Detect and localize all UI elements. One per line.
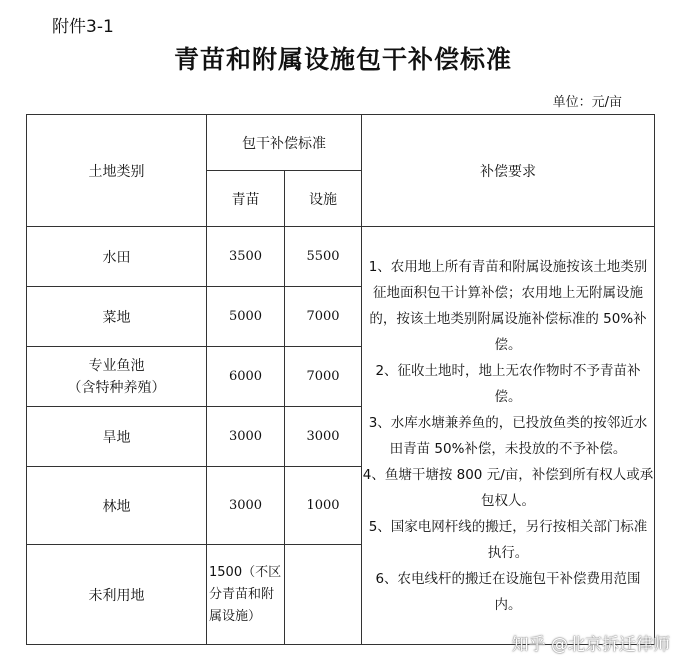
facility-cell: 3000 xyxy=(285,407,362,467)
header-land-type: 土地类别 xyxy=(27,115,207,227)
page-title: 青苗和附属设施包干补偿标准 xyxy=(173,45,512,74)
header-facility: 设施 xyxy=(285,171,362,227)
land-type-note: （含特种养殖） xyxy=(67,379,166,396)
land-type-cell: 旱地 xyxy=(27,407,207,467)
land-type-cell xyxy=(27,347,207,407)
land-type-cell: 林地 xyxy=(27,467,207,545)
requirement-item: 3、水库水塘兼养鱼的，已投放鱼类的按邻近水田青苗 50%补偿，未投放的不予补偿。 xyxy=(368,414,648,457)
watermark: 知乎 @北京拆迁律师 xyxy=(511,635,670,655)
facility-cell: 7000 xyxy=(285,347,362,407)
requirement-item: 6、农电线杆的搬迁在设施包干补偿费用范围内。 xyxy=(375,570,641,613)
land-type-cell: 菜地 xyxy=(27,287,207,347)
requirement-item: 2、征收土地时，地上无农作物时不予青苗补偿。 xyxy=(375,362,641,405)
land-type-cell: 未利用地 xyxy=(27,545,207,645)
requirement-item: 1、农用地上所有青苗和附属设施按该土地类别征地面积包干计算补偿；农用地上无附属设施的，按该土地类别附属设施补偿标准的 50%补偿。 xyxy=(368,258,648,353)
seedling-cell: 6000 xyxy=(207,347,285,407)
land-type-cell: 水田 xyxy=(27,227,207,287)
requirement-item: 5、国家电网杆线的搬迁，另行按相关部门标准执行。 xyxy=(368,518,648,561)
header-seedling: 青苗 xyxy=(207,171,285,227)
seedling-cell: 3000 xyxy=(207,407,285,467)
facility-cell: 1000 xyxy=(285,467,362,545)
land-type-name: 专业鱼池 xyxy=(88,357,145,374)
compensation-table xyxy=(26,114,655,645)
seedling-cell: 3500 xyxy=(207,227,285,287)
header-requirement: 补偿要求 xyxy=(362,115,655,227)
requirements-cell xyxy=(362,227,655,645)
requirement-item: 4、鱼塘干塘按 800 元/亩，补偿到所有权人或承包权人。 xyxy=(362,466,654,509)
seedling-cell: 1500（不区分青苗和附属设施） xyxy=(207,545,285,645)
table-row xyxy=(27,227,655,287)
facility-cell: 7000 xyxy=(285,287,362,347)
facility-cell xyxy=(285,545,362,645)
header-standard: 包干补偿标准 xyxy=(207,115,362,171)
seedling-cell: 5000 xyxy=(207,287,285,347)
unit-label: 单位：元/亩 xyxy=(552,95,622,110)
facility-cell: 5500 xyxy=(285,227,362,287)
seedling-cell: 3000 xyxy=(207,467,285,545)
attachment-label: 附件3-1 xyxy=(52,17,114,37)
